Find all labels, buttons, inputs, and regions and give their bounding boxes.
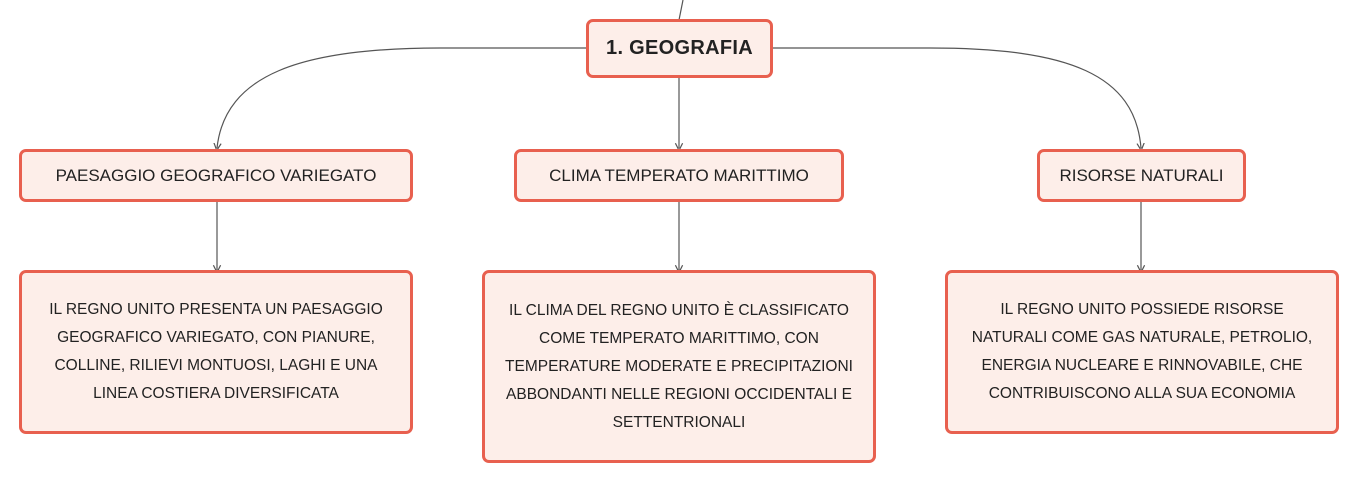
topic-node-clima[interactable] [514, 149, 844, 202]
detail-line: GEOGRAFICO VARIEGATO, CON PIANURE, [57, 329, 375, 346]
detail-line: NATURALI COME GAS NATURALE, PETROLIO, [971, 329, 1313, 346]
root-node-geografia[interactable] [586, 19, 773, 78]
detail-node-paesaggio[interactable] [19, 270, 413, 434]
topic-label: RISORSE NATURALI [1059, 165, 1224, 185]
detail-line: ENERGIA NUCLEARE E RINNOVABILE, CHE [981, 357, 1303, 374]
connector-incoming [679, 0, 683, 20]
detail-line: IL REGNO UNITO PRESENTA UN PAESAGGIO [49, 301, 383, 318]
connector-root-to-topic-1 [217, 48, 586, 148]
detail-text [505, 297, 853, 437]
root-title: 1. GEOGRAFIA [606, 37, 753, 59]
topic-label: PAESAGGIO GEOGRAFICO VARIEGATO [55, 165, 377, 185]
detail-line: SETTENTRIONALI [612, 413, 746, 431]
detail-node-clima[interactable] [482, 270, 876, 463]
detail-line: IL CLIMA DEL REGNO UNITO È CLASSIFICATO [509, 301, 849, 319]
topic-label: CLIMA TEMPERATO MARITTIMO [549, 165, 809, 185]
detail-text [972, 296, 1313, 408]
detail-node-risorse[interactable] [945, 270, 1339, 434]
detail-line: ABBONDANTI NELLE REGIONI OCCIDENTALI E [506, 385, 852, 403]
detail-line: IL REGNO UNITO POSSIEDE RISORSE [1000, 301, 1284, 318]
detail-text [49, 296, 383, 408]
detail-line: TEMPERATURE MODERATE E PRECIPITAZIONI [505, 357, 853, 375]
detail-line: COLLINE, RILIEVI MONTUOSI, LAGHI E UNA [54, 357, 378, 374]
detail-line: LINEA COSTIERA DIVERSIFICATA [93, 385, 339, 402]
topic-node-paesaggio[interactable] [19, 149, 413, 202]
detail-line: COME TEMPERATO MARITTIMO, CON [539, 329, 819, 347]
connector-root-to-topic-3 [772, 48, 1141, 148]
topic-node-risorse[interactable] [1037, 149, 1246, 202]
detail-line: CONTRIBUISCONO ALLA SUA ECONOMIA [988, 385, 1296, 402]
